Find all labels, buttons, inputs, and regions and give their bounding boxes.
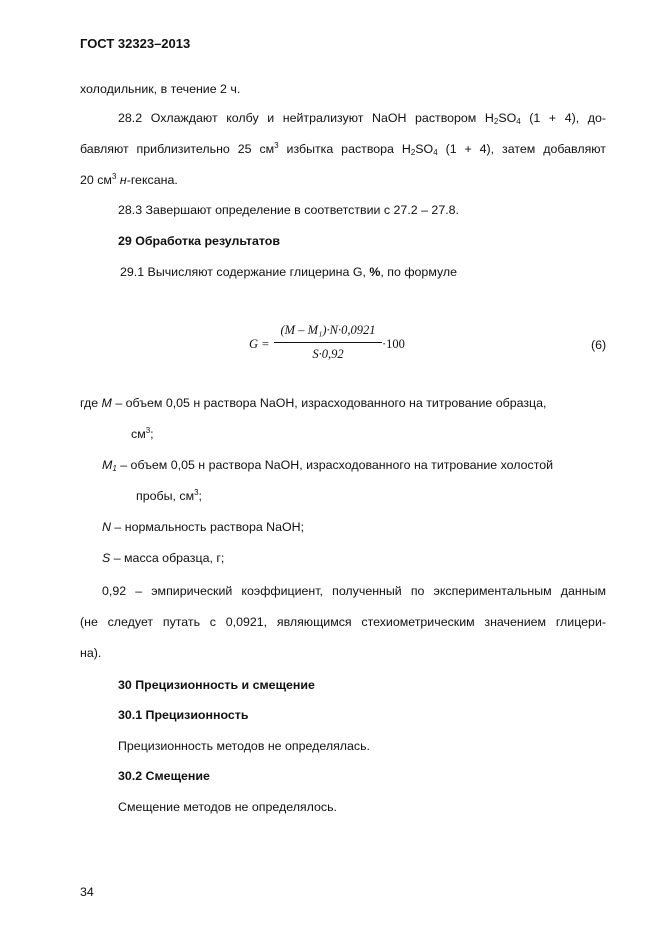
paragraph-30-1: Прецизионность методов не определялась. — [118, 739, 370, 753]
definition-coefficient-line3: на). — [80, 646, 102, 660]
paragraph-28-2-line2: бавляют приблизительно 25 $см^3$ избытка раствора $H_2SO_4$ (1 + 4), затем добавляют — [80, 141, 606, 157]
formula-numerator: (M – M₁)·N·0,0921 — [280, 323, 376, 337]
subsection-heading-30-2: 30.2 Смещение — [118, 769, 210, 783]
section-heading-29: 29 Обработка результатов — [118, 234, 280, 248]
section-heading-30: 30 Прецизионность и смещение — [118, 678, 315, 692]
formula-denominator: S·0,92 — [312, 347, 344, 361]
subsection-heading-30-1: 30.1 Прецизионность — [118, 708, 249, 722]
paragraph-continuation: холодильник, в течение 2 ч. — [80, 82, 241, 96]
definition-m-unit: $см^3$; — [131, 426, 154, 441]
definition-coefficient-line2: (не следует путать с 0,0921, являющимся стехиометрическим значением глицери- — [80, 615, 606, 629]
formula-multiplier: ·100 — [382, 337, 405, 351]
definition-m1-cont: пробы, $см^3$; — [136, 488, 202, 503]
paragraph-28-2-line3: 20 $см^3$ н-гексана. — [80, 172, 178, 187]
definition-m: где M – объем 0,05 н раствора NaOH, израсходованного на титрование образца, — [80, 396, 547, 410]
definition-m1: $M_1$ – объем 0,05 н раствора NaOH, израсходованного на титрование холостой — [102, 458, 554, 473]
paragraph-28-3: 28.3 Завершают определение в соответствии с 27.2 – 27.8. — [118, 203, 459, 217]
document-header: ГОСТ 32323–2013 — [80, 36, 191, 51]
definition-s: S – масса образца, г; — [102, 551, 225, 565]
paragraph-28-2-line1: 28.2 Охлаждают колбу и нейтрализуют NaOH раствором $H_2SO_4$ (1 + 4), до- — [118, 111, 607, 126]
paragraph-29-1: 29.1 Вычисляют содержание глицерина G, %, по формуле — [120, 265, 458, 279]
paragraph-30-2: Смещение методов не определялось. — [118, 800, 337, 814]
fraction-line — [274, 342, 382, 343]
page-number: 34 — [80, 885, 94, 899]
formula-lhs: G = — [249, 337, 270, 351]
formula-number: (6) — [591, 338, 607, 352]
definition-coefficient-line1: 0,92 – эмпирический коэффициент, полученный по экспериментальным данным — [102, 584, 606, 598]
definition-n: N – нормальность раствора NaOH; — [102, 520, 305, 534]
